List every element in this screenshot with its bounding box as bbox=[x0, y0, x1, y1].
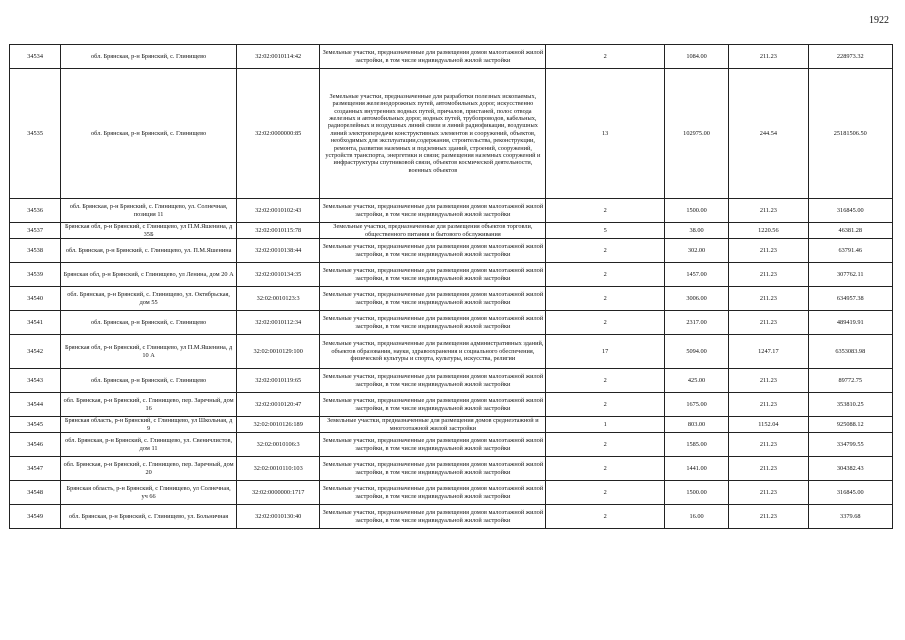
permitted-use-cell: Земельные участки, предназначенные для размещения домов малоэтажной жилой застройки, в том числе индивидуальной жилой застройки bbox=[320, 457, 546, 481]
area-cell: 302.00 bbox=[664, 239, 728, 263]
table-row bbox=[10, 457, 893, 481]
area-cell: 16.00 bbox=[664, 505, 728, 529]
cadastral-value-table bbox=[9, 44, 893, 529]
area-cell: 38.00 bbox=[664, 223, 728, 239]
cadastral-number-cell: 32:02:0010130:40 bbox=[237, 505, 320, 529]
permitted-use-cell: Земельные участки, предназначенные для размещения домов малоэтажной жилой застройки, в том числе индивидуальной жилой застройки bbox=[320, 369, 546, 393]
permitted-use-cell: Земельные участки, предназначенные для размещения домов малоэтажной жилой застройки, в том числе индивидуальной жилой застройки bbox=[320, 199, 546, 223]
table-row bbox=[10, 199, 893, 223]
use-group-cell: 2 bbox=[546, 311, 665, 335]
permitted-use-cell: Земельные участки, предназначенные для размещения домов среднеэтажной и многоэтажной жилой застройки bbox=[320, 417, 546, 433]
table-row bbox=[10, 505, 893, 529]
record-number-cell: 34544 bbox=[10, 393, 61, 417]
address-cell: Брянская обл, р-н Брянский, с Глинищево, ул Ленина, дом 20 А bbox=[61, 263, 237, 287]
area-cell: 1441.00 bbox=[664, 457, 728, 481]
address-cell: обл. Брянская, р-н Брянский, с. Глинищево, ул. Солнечная, позиция 11 bbox=[61, 199, 237, 223]
address-cell: Брянская обл, р-н Брянский, с Глинищево, ул П.М.Яшенина, д 10 А bbox=[61, 335, 237, 369]
use-group-cell: 2 bbox=[546, 287, 665, 311]
use-group-cell: 2 bbox=[546, 393, 665, 417]
specific-value-cell: 211.23 bbox=[729, 481, 808, 505]
cadastral-value-cell: 307762.11 bbox=[808, 263, 892, 287]
cadastral-value-cell: 6353083.98 bbox=[808, 335, 892, 369]
cadastral-value-cell: 334799.55 bbox=[808, 433, 892, 457]
record-number-cell: 34541 bbox=[10, 311, 61, 335]
record-number-cell: 34543 bbox=[10, 369, 61, 393]
cadastral-value-cell: 353810.25 bbox=[808, 393, 892, 417]
specific-value-cell: 1247.17 bbox=[729, 335, 808, 369]
permitted-use-cell: Земельные участки, предназначенные для размещения домов малоэтажной жилой застройки, в том числе индивидуальной жилой застройки bbox=[320, 45, 546, 69]
cadastral-number-cell: 32:02:0010102:43 bbox=[237, 199, 320, 223]
use-group-cell: 2 bbox=[546, 199, 665, 223]
cadastral-number-cell: 32:02:0000000:1717 bbox=[237, 481, 320, 505]
table-row bbox=[10, 369, 893, 393]
use-group-cell: 2 bbox=[546, 45, 665, 69]
specific-value-cell: 1220.56 bbox=[729, 223, 808, 239]
permitted-use-cell: Земельные участки, предназначенные для размещения домов малоэтажной жилой застройки, в том числе индивидуальной жилой застройки bbox=[320, 481, 546, 505]
table-row bbox=[10, 223, 893, 239]
table-row bbox=[10, 45, 893, 69]
area-cell: 1457.00 bbox=[664, 263, 728, 287]
record-number-cell: 34549 bbox=[10, 505, 61, 529]
address-cell: обл. Брянская, р-н Брянский, с. Глинищево, ул. Свеничлистов, дом 11 bbox=[61, 433, 237, 457]
cadastral-value-cell: 634957.38 bbox=[808, 287, 892, 311]
use-group-cell: 2 bbox=[546, 433, 665, 457]
specific-value-cell: 211.23 bbox=[729, 457, 808, 481]
cadastral-value-cell: 228973.32 bbox=[808, 45, 892, 69]
permitted-use-cell: Земельные участки, предназначенные для размещения административных зданий, объектов образования, науки, здравоохранения и социального обеспечения, физической культуры и спорта, культуры, искусства, религии bbox=[320, 335, 546, 369]
cadastral-number-cell: 32:02:0010126:189 bbox=[237, 417, 320, 433]
address-cell: Брянская обл, р-н Брянский, с Глинищево, ул П.М.Яшенина, д 35Б bbox=[61, 223, 237, 239]
use-group-cell: 2 bbox=[546, 263, 665, 287]
use-group-cell: 2 bbox=[546, 481, 665, 505]
table-row bbox=[10, 417, 893, 433]
address-cell: обл. Брянская, р-н Брянский, с. Глинищево bbox=[61, 69, 237, 199]
cadastral-number-cell: 32:02:0000000:85 bbox=[237, 69, 320, 199]
cadastral-value-cell: 925088.12 bbox=[808, 417, 892, 433]
permitted-use-cell: Земельные участки, предназначенные для размещения объектов торговли, общественного питания и бытового обслуживания bbox=[320, 223, 546, 239]
cadastral-value-cell: 63791.46 bbox=[808, 239, 892, 263]
cadastral-number-cell: 32:02:0010110:103 bbox=[237, 457, 320, 481]
record-number-cell: 34538 bbox=[10, 239, 61, 263]
record-number-cell: 34547 bbox=[10, 457, 61, 481]
table-row bbox=[10, 433, 893, 457]
table-row bbox=[10, 393, 893, 417]
table-row bbox=[10, 335, 893, 369]
cadastral-number-cell: 32:02:0010120:47 bbox=[237, 393, 320, 417]
area-cell: 1675.00 bbox=[664, 393, 728, 417]
specific-value-cell: 211.23 bbox=[729, 369, 808, 393]
area-cell: 1500.00 bbox=[664, 199, 728, 223]
specific-value-cell: 244.54 bbox=[729, 69, 808, 199]
specific-value-cell: 211.23 bbox=[729, 45, 808, 69]
cadastral-number-cell: 32:02:0010112:34 bbox=[237, 311, 320, 335]
use-group-cell: 2 bbox=[546, 505, 665, 529]
record-number-cell: 34540 bbox=[10, 287, 61, 311]
specific-value-cell: 1152.04 bbox=[729, 417, 808, 433]
use-group-cell: 13 bbox=[546, 69, 665, 199]
table-row bbox=[10, 239, 893, 263]
area-cell: 5094.00 bbox=[664, 335, 728, 369]
cadastral-number-cell: 32:02:0010134:35 bbox=[237, 263, 320, 287]
cadastral-number-cell: 32:02:0010119:65 bbox=[237, 369, 320, 393]
permitted-use-cell: Земельные участки, предназначенные для размещения домов малоэтажной жилой застройки, в том числе индивидуальной жилой застройки bbox=[320, 239, 546, 263]
cadastral-value-cell: 316845.00 bbox=[808, 481, 892, 505]
address-cell: обл. Брянская, р-н Брянский, с. Глинищево, ул. П.М.Яшенина bbox=[61, 239, 237, 263]
cadastral-value-cell: 304382.43 bbox=[808, 457, 892, 481]
specific-value-cell: 211.23 bbox=[729, 287, 808, 311]
cadastral-number-cell: 32:02:0010123:3 bbox=[237, 287, 320, 311]
record-number-cell: 34545 bbox=[10, 417, 61, 433]
record-number-cell: 34539 bbox=[10, 263, 61, 287]
specific-value-cell: 211.23 bbox=[729, 433, 808, 457]
record-number-cell: 34535 bbox=[10, 69, 61, 199]
cadastral-value-cell: 89772.75 bbox=[808, 369, 892, 393]
area-cell: 425.00 bbox=[664, 369, 728, 393]
table-row bbox=[10, 481, 893, 505]
cadastral-value-cell: 489419.91 bbox=[808, 311, 892, 335]
area-cell: 102975.00 bbox=[664, 69, 728, 199]
address-cell: обл. Брянская, р-н Брянский, с. Глинищево bbox=[61, 369, 237, 393]
record-number-cell: 34548 bbox=[10, 481, 61, 505]
cadastral-value-cell: 316845.00 bbox=[808, 199, 892, 223]
cadastral-number-cell: 32:02:0010129:100 bbox=[237, 335, 320, 369]
address-cell: обл. Брянская, р-н Брянский, с. Глинищево bbox=[61, 311, 237, 335]
permitted-use-cell: Земельные участки, предназначенные для размещения домов малоэтажной жилой застройки, в том числе индивидуальной жилой застройки bbox=[320, 263, 546, 287]
permitted-use-cell: Земельные участки, предназначенные для размещения домов малоэтажной жилой застройки, в том числе индивидуальной жилой застройки bbox=[320, 433, 546, 457]
use-group-cell: 17 bbox=[546, 335, 665, 369]
area-cell: 1500.00 bbox=[664, 481, 728, 505]
use-group-cell: 2 bbox=[546, 369, 665, 393]
permitted-use-cell: Земельные участки, предназначенные для размещения домов малоэтажной жилой застройки, в том числе индивидуальной жилой застройки bbox=[320, 287, 546, 311]
specific-value-cell: 211.23 bbox=[729, 505, 808, 529]
address-cell: Брянская область, р-н Брянский, с Глинищево, ул Солнечная, уч 66 bbox=[61, 481, 237, 505]
area-cell: 1585.00 bbox=[664, 433, 728, 457]
record-number-cell: 34546 bbox=[10, 433, 61, 457]
address-cell: обл. Брянская, р-н Брянский, с. Глинищево bbox=[61, 45, 237, 69]
record-number-cell: 34534 bbox=[10, 45, 61, 69]
area-cell: 1084.00 bbox=[664, 45, 728, 69]
specific-value-cell: 211.23 bbox=[729, 263, 808, 287]
use-group-cell: 2 bbox=[546, 239, 665, 263]
address-cell: обл. Брянская, р-н Брянский, с. Глинищево, пер. Заречный, дом 16 bbox=[61, 393, 237, 417]
table-row bbox=[10, 311, 893, 335]
record-number-cell: 34537 bbox=[10, 223, 61, 239]
use-group-cell: 1 bbox=[546, 417, 665, 433]
permitted-use-cell: Земельные участки, предназначенные для размещения домов малоэтажной жилой застройки, в том числе индивидуальной жилой застройки bbox=[320, 311, 546, 335]
cadastral-value-cell: 46381.28 bbox=[808, 223, 892, 239]
address-cell: Брянская область, р-н Брянский, с Глинищево, ул Школьная, д 9 bbox=[61, 417, 237, 433]
table-row bbox=[10, 287, 893, 311]
address-cell: обл. Брянская, р-н Брянский, с. Глинищево, пер. Заречный, дом 20 bbox=[61, 457, 237, 481]
address-cell: обл. Брянская, р-н Брянский, с. Глинищево, ул. Больничная bbox=[61, 505, 237, 529]
specific-value-cell: 211.23 bbox=[729, 393, 808, 417]
cadastral-number-cell: 32:02:0010114:42 bbox=[237, 45, 320, 69]
table-row bbox=[10, 263, 893, 287]
record-number-cell: 34536 bbox=[10, 199, 61, 223]
record-number-cell: 34542 bbox=[10, 335, 61, 369]
cadastral-value-cell: 3379.68 bbox=[808, 505, 892, 529]
area-cell: 2317.00 bbox=[664, 311, 728, 335]
use-group-cell: 5 bbox=[546, 223, 665, 239]
permitted-use-cell: Земельные участки, предназначенные для размещения домов малоэтажной жилой застройки, в том числе индивидуальной жилой застройки bbox=[320, 505, 546, 529]
address-cell: обл. Брянская, р-н Брянский, с. Глинищево, ул. Октябрьская, дом 55 bbox=[61, 287, 237, 311]
area-cell: 803.00 bbox=[664, 417, 728, 433]
specific-value-cell: 211.23 bbox=[729, 311, 808, 335]
specific-value-cell: 211.23 bbox=[729, 239, 808, 263]
page-number: 1922 bbox=[869, 15, 889, 26]
specific-value-cell: 211.23 bbox=[729, 199, 808, 223]
cadastral-number-cell: 32:02:0010106:3 bbox=[237, 433, 320, 457]
cadastral-value-cell: 25181506.50 bbox=[808, 69, 892, 199]
permitted-use-cell: Земельные участки, предназначенные для разработки полезных ископаемых, размещения железнодорожных путей, автомобильных дорог, искусственно созданных внутренних водных путей, причалов, пристаней, полос отвода железных и автомобильных дорог, водных путей, трубопроводов, кабельных, радиорелейных и воздушных линий связи и линий радиофикации, воздушных линий электропередачи конструктивных элементов и сооружений, объектов, необходимых для эксплуатации,содержания, строительства, реконструкции, ремонта, развития наземных и подземных зданий, строений, сооружений, устройств транспорта, энергетики и связи; размещения наземных сооружений и инфраструктуры спутниковой связи, объектов космической деятельности, военных объектов bbox=[320, 69, 546, 199]
use-group-cell: 2 bbox=[546, 457, 665, 481]
area-cell: 3006.00 bbox=[664, 287, 728, 311]
cadastral-number-cell: 32:02:0010115:78 bbox=[237, 223, 320, 239]
table-row bbox=[10, 69, 893, 199]
permitted-use-cell: Земельные участки, предназначенные для размещения домов малоэтажной жилой застройки, в том числе индивидуальной жилой застройки bbox=[320, 393, 546, 417]
cadastral-number-cell: 32:02:0010138:44 bbox=[237, 239, 320, 263]
